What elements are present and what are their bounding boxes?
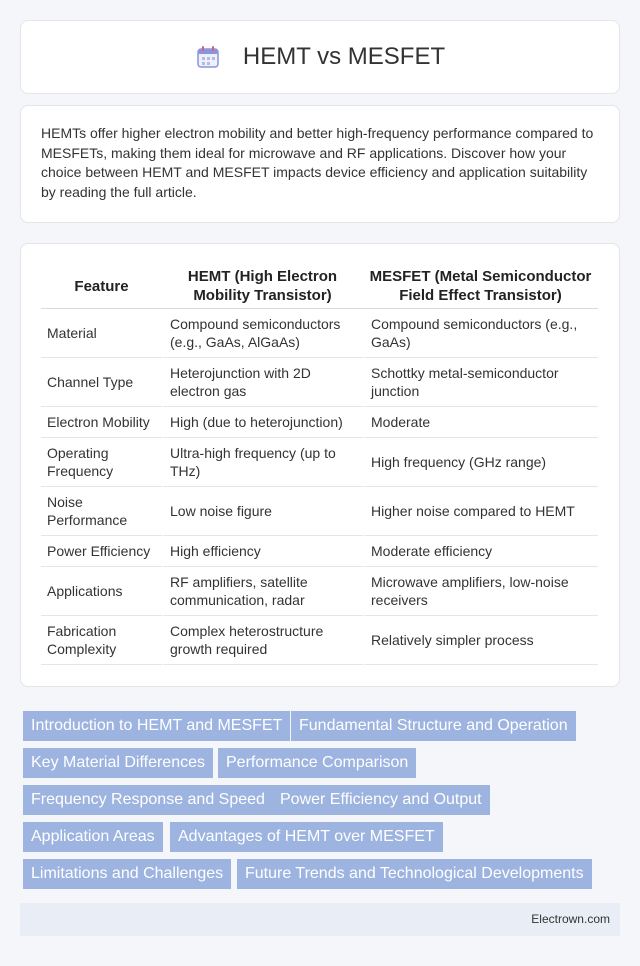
tag-link[interactable]: Fundamental Structure and Operation	[291, 711, 576, 741]
tag-link[interactable]: Limitations and Challenges	[23, 859, 231, 889]
tag-link[interactable]: Frequency Response and Speed	[23, 785, 273, 815]
table-row	[41, 407, 598, 438]
tag-link[interactable]: Key Material Differences	[23, 748, 213, 778]
comparison-table	[41, 264, 598, 665]
hemt-cell: Heterojunction with 2D electron gas	[162, 358, 363, 407]
mesfet-cell: Schottky metal-semiconductor junction	[363, 358, 598, 407]
header-card	[20, 20, 620, 94]
header-feature: Feature	[41, 264, 162, 309]
hemt-cell: Low noise figure	[162, 487, 363, 536]
footer	[20, 903, 620, 936]
tag-link[interactable]: Application Areas	[23, 822, 163, 852]
tag-link[interactable]: Introduction to HEMT and MESFET	[23, 711, 290, 741]
comparison-table-card	[20, 243, 620, 687]
page-title: HEMT vs MESFET	[242, 43, 446, 70]
feature-cell: Power Efficiency	[41, 536, 162, 567]
table-row	[41, 567, 598, 616]
header-mesfet: MESFET (Metal Semiconductor Field Effect Transistor)	[363, 264, 598, 309]
mesfet-cell: Moderate	[363, 407, 598, 438]
tag-link[interactable]: Power Efficiency and Output	[272, 785, 490, 815]
mesfet-cell: Relatively simpler process	[363, 616, 598, 665]
mesfet-cell: Compound semiconductors (e.g., GaAs)	[363, 309, 598, 358]
table-row	[41, 309, 598, 358]
table-row	[41, 487, 598, 536]
hemt-cell: High (due to heterojunction)	[162, 407, 363, 438]
footer-site-name: Electrown.com	[531, 912, 610, 926]
mesfet-cell: Moderate efficiency	[363, 536, 598, 567]
feature-cell: Fabrication Complexity	[41, 616, 162, 665]
feature-cell: Noise Performance	[41, 487, 162, 536]
mesfet-cell: High frequency (GHz range)	[363, 438, 598, 487]
mesfet-cell: Microwave amplifiers, low-noise receivers	[363, 567, 598, 616]
feature-cell: Electron Mobility	[41, 407, 162, 438]
hemt-cell: High efficiency	[162, 536, 363, 567]
feature-cell: Channel Type	[41, 358, 162, 407]
table-header-row	[41, 264, 598, 309]
table-row	[41, 358, 598, 407]
hemt-cell: Compound semiconductors (e.g., GaAs, AlGaAs)	[162, 309, 363, 358]
table-row	[41, 536, 598, 567]
intro-text: HEMTs offer higher electron mobility and better high-frequency performance compared to MESFETs, making them ideal for microwave and RF applications. Discover how your choice between HEMT and MESFET impacts device efficiency and application suitability by reading the full article.	[41, 125, 594, 200]
feature-cell: Applications	[41, 567, 162, 616]
calendar-icon	[195, 44, 221, 70]
tag-link[interactable]: Performance Comparison	[218, 748, 416, 778]
hemt-cell: Complex heterostructure growth required	[162, 616, 363, 665]
tag-link[interactable]: Advantages of HEMT over MESFET	[170, 822, 443, 852]
table-row	[41, 616, 598, 665]
hemt-cell: RF amplifiers, satellite communication, radar	[162, 567, 363, 616]
header-hemt: HEMT (High Electron Mobility Transistor)	[162, 264, 363, 309]
table-row	[41, 438, 598, 487]
intro-card	[20, 105, 620, 223]
feature-cell: Operating Frequency	[41, 438, 162, 487]
tag-link[interactable]: Future Trends and Technological Developments	[237, 859, 592, 889]
mesfet-cell: Higher noise compared to HEMT	[363, 487, 598, 536]
feature-cell: Material	[41, 309, 162, 358]
hemt-cell: Ultra-high frequency (up to THz)	[162, 438, 363, 487]
